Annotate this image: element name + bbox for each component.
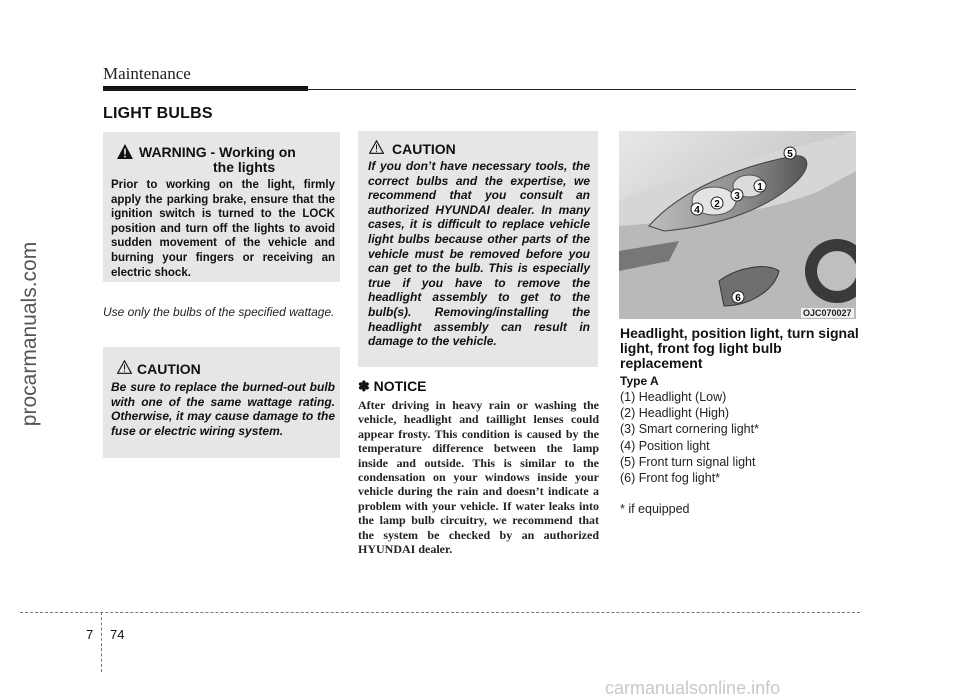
bulb-note: Use only the bulbs of the specified wattage. [103, 305, 335, 319]
warning-subject-1: Working on [219, 144, 296, 160]
svg-text:5: 5 [787, 149, 793, 160]
caution-text: If you don’t have necessary tools, the correct bulbs and the expertise, we recommend that you consult an authorized HYUNDAI dealer. In many cases, it is difficult to replace vehicle light bulbs because other parts of the vehicle must be removed before you can get to the bulb. This is especially true if you have to remove the headlight assembly to get to the bulb(s). Removing/installing the headlight assembly can result in damage to the vehicle. [368, 159, 590, 349]
svg-text:1: 1 [757, 182, 763, 193]
caution-title: CAUTION [137, 361, 201, 377]
notice-label: NOTICE [373, 378, 427, 394]
list-item: (6) Front fog light* [620, 471, 721, 486]
type-label: Type A [620, 374, 659, 388]
page-number: 74 [110, 627, 125, 642]
warning-triangle-icon [117, 144, 133, 159]
warning-box [103, 132, 340, 282]
svg-text:3: 3 [734, 191, 740, 202]
list-item: (1) Headlight (Low) [620, 390, 727, 404]
caution-triangle-icon [117, 360, 132, 374]
side-watermark: procarmanuals.com [18, 241, 41, 427]
chapter-number: 7 [86, 627, 94, 642]
warning-subject-2: the lights [213, 159, 276, 175]
replacement-heading: Headlight, position light, turn signal light, front fog light bulb replacement [620, 325, 859, 371]
light-list [620, 389, 759, 486]
footer-divider [101, 612, 102, 672]
svg-text:4: 4 [694, 205, 700, 216]
page-title: LIGHT BULBS [103, 105, 213, 122]
list-item: (5) Front turn signal light [620, 454, 756, 469]
equipped-note: * if equipped [620, 502, 690, 516]
notice-title [358, 378, 427, 395]
caution-triangle-icon [369, 140, 384, 154]
caution-box [358, 131, 598, 367]
list-item: (2) Headlight (High) [620, 406, 730, 421]
notice-text: After driving in heavy rain or washing the vehicle, headlight and taillight lenses could appear frosty. This condition is caused by the temperature difference between the lamp inside and outside. This is similar to the condensation on your windows inside your vehicle during the rain and doesn’t indicate a problem with your vehicle. If water leaks into the lamp bulb circuitry, we recommend that the system be checked by an authorized HYUNDAI dealer. [358, 398, 599, 557]
svg-text:6: 6 [735, 293, 741, 304]
caution-title: CAUTION [392, 141, 456, 157]
footer-rule [20, 612, 860, 613]
headlight-photo [619, 131, 856, 319]
header-rule [103, 89, 856, 90]
svg-text:2: 2 [714, 199, 720, 210]
caution-box [103, 347, 340, 458]
photo-code: OJC070027 [803, 308, 852, 318]
warning-text: Prior to working on the light, firmly apply the parking brake, ensure that the ignition switch is turned to the LOCK position and turn off the lights to avoid sudden movement of the vehicle and burning your fingers or receiving an electric shock. [111, 179, 335, 279]
section-label: Maintenance [103, 64, 191, 83]
caution-text: Be sure to replace the burned-out bulb with one of the same wattage rating. Otherwise, it may cause damage to the fuse or electric wiring system. [111, 380, 335, 438]
warning-label: WARNING - [139, 144, 216, 160]
site-watermark: carmanualsonline.info [605, 678, 781, 698]
list-item: (4) Position light [620, 438, 710, 453]
list-item: (3) Smart cornering light* [620, 422, 759, 437]
notice-symbol-icon: ✽ [358, 378, 370, 394]
